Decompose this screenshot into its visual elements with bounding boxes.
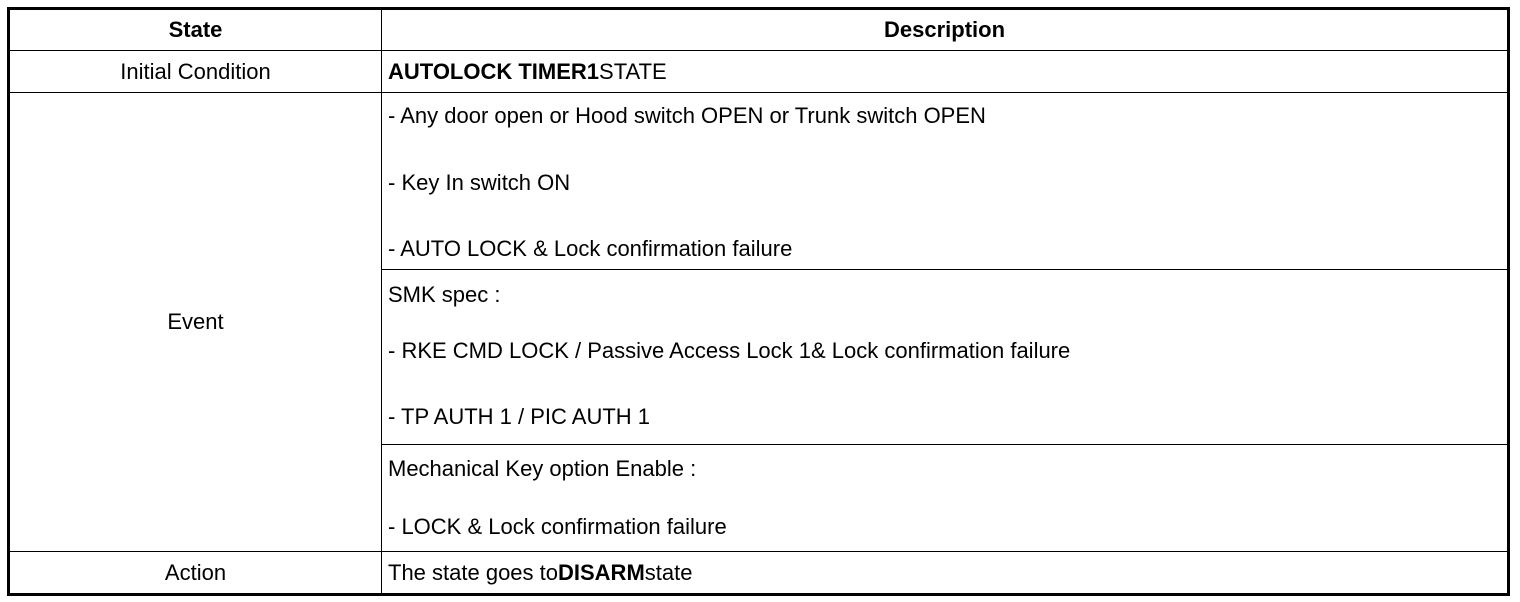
state-event: Event	[9, 93, 382, 552]
event-block1-line-1: - Any door open or Hood switch OPEN or Trunk switch OPEN	[388, 103, 986, 128]
table-row-event-1	[9, 93, 1509, 270]
state-action: Action	[9, 552, 382, 595]
event-block2-line-2: - RKE CMD LOCK / Passive Access Lock 1& Lock confirmation failure	[388, 338, 1071, 363]
table-row-action	[9, 552, 1509, 595]
description-action	[382, 552, 1509, 595]
event-block-2	[382, 270, 1509, 445]
event-block3-line-2: - LOCK & Lock confirmation failure	[388, 514, 727, 539]
header-row	[9, 9, 1509, 51]
state-description-table	[7, 7, 1510, 596]
action-desc-post: state	[644, 559, 693, 585]
event-block3-line-1: Mechanical Key option Enable :	[388, 456, 697, 481]
event-block-1	[382, 93, 1509, 270]
action-desc-pre: The state goes to	[388, 559, 558, 585]
table-row-initial-condition	[9, 51, 1509, 93]
initial-desc-rest: STATE	[599, 58, 667, 84]
action-desc-bold: DISARM	[558, 559, 645, 585]
header-state: State	[9, 9, 382, 51]
event-block1-line-3: - AUTO LOCK & Lock confirmation failure	[388, 236, 793, 261]
header-description: Description	[382, 9, 1509, 51]
event-block1-line-2: - Key In switch ON	[388, 170, 571, 195]
state-initial-condition: Initial Condition	[9, 51, 382, 93]
event-block2-line-3: - TP AUTH 1 / PIC AUTH 1	[388, 404, 651, 429]
event-block-3	[382, 445, 1509, 552]
initial-desc-bold: AUTOLOCK TIMER1	[388, 58, 600, 84]
description-initial-condition	[382, 51, 1509, 93]
event-block2-line-1: SMK spec :	[388, 282, 501, 307]
